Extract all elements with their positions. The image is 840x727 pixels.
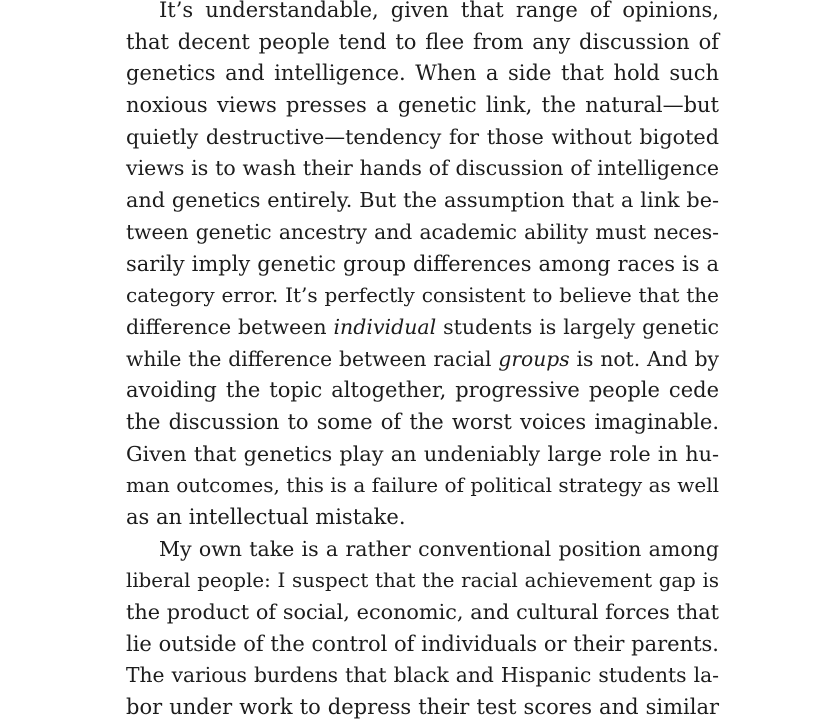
text-line: difference between individual students is largely genetic <box>126 314 719 339</box>
text-line: as an intellectual mistake. <box>126 505 406 529</box>
text-line: while the difference between racial groups is not. And by <box>126 346 719 371</box>
text-line: genetics and intelligence. When a side that hold such <box>126 61 719 86</box>
text-line: sarily imply genetic group differences among races is a <box>126 251 719 276</box>
text-line: noxious views presses a genetic link, the natural—but <box>126 93 719 118</box>
text-line: My own take is a rather conventional position among <box>159 536 719 561</box>
text-line: avoiding the topic altogether, progressive people cede <box>126 378 719 403</box>
text-line: the discussion to some of the worst voices imaginable. <box>126 409 719 434</box>
text-line: the product of social, economic, and cultural forces that <box>126 600 719 625</box>
text-line: Given that genetics play an undeniably large role in hu- <box>126 441 719 466</box>
body-text <box>126 0 719 724</box>
text-line: category error. It’s perfectly consistent to believe that the <box>126 283 719 308</box>
text-line: quietly destructive—tendency for those without bigoted <box>126 124 719 149</box>
text-line: tween genetic ancestry and academic ability must neces- <box>126 219 719 244</box>
text-line: It’s understandable, given that range of opinions, <box>159 0 719 22</box>
text-line: lie outside of the control of individuals or their parents. <box>126 631 719 656</box>
paragraph <box>126 0 719 534</box>
text-line: liberal people: I suspect that the racial achievement gap is <box>126 569 719 593</box>
emphasis-text: groups <box>498 346 570 371</box>
paragraph <box>126 534 719 724</box>
emphasis-text: individual <box>333 314 437 339</box>
text-line: man outcomes, this is a failure of political strategy as well <box>126 473 719 498</box>
text-line: that decent people tend to flee from any discussion of <box>126 29 719 54</box>
text-line: bor under work to depress their test scores and similar <box>126 695 719 720</box>
text-line: views is to wash their hands of discussion of intelligence <box>126 156 719 181</box>
text-line: and genetics entirely. But the assumption that a link be- <box>126 188 719 213</box>
text-line: The various burdens that black and Hispanic students la- <box>126 663 719 688</box>
